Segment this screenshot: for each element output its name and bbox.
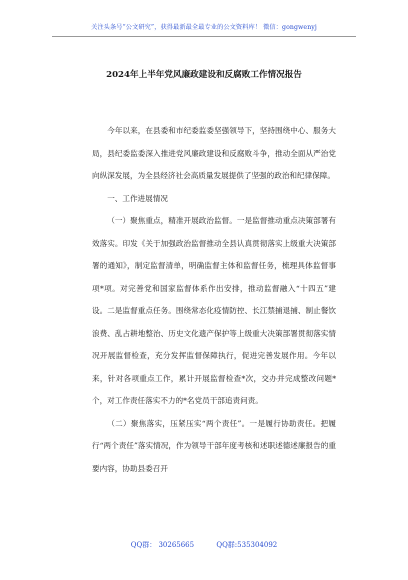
paragraph-political-supervision: （一）聚焦重点，精准开展政治监督。一是监督推动重点决策部署有效落实。印发《关于加强政治监督推动全县认真贯彻落实上级重大决策部署的通知》，制定监督清单，明确监督主体和监督任务，梳理具体监督事项*项。对完善党和国家监督体系作出安排，推动监督融入“十四五”建设。二是监督重点任务。围绕常态化疫情防控、长江禁捕退捕、制止餐饮浪费、乱占耕地整治、历史文化遗产保护等上级重大决策部署贯彻落实情况开展监督检查，充分发挥监督保障执行，促进完善发展作用。今年以来，针对各项重点工作，累计开展监督检查*次，交办并完成整改问题*个，对工作责任落实不力的*名党员干部追责问责。 — [92, 216, 336, 405]
document-body — [92, 120, 336, 480]
header-banner: 关注头条号“公文研究”，获得最新最全最专业的公文资料库！ 微信：gongwenyj — [91, 24, 317, 31]
intro-paragraph: 今年以来，在县委和市纪委监委坚强领导下，坚持围绕中心、服务大局，县纪委监委深入推进党风廉政建设和反腐败斗争，推动全面从严治党向纵深发展，为全县经济社会高质量发展提供了坚强的政治和纪律保障。 — [92, 126, 336, 180]
footer-contact — [0, 540, 408, 550]
header-divider — [52, 36, 356, 37]
qq-group-2: QQ群:535304092 — [216, 541, 278, 549]
section-heading: 一、工作进展情况 — [107, 193, 168, 203]
qq-group-1: QQ群： 30265665 — [130, 541, 195, 549]
document-title: 2024年上半年党风廉政建设和反腐败工作情况报告 — [106, 70, 302, 80]
paragraph-two-responsibilities: （二）聚焦落实，压紧压实“两个责任”。一是履行协助责任。把履行“两个责任”落实情况，作为领导干部年度考核和述职述德述廉报告的重要内容，协助县委召开 — [92, 418, 336, 473]
